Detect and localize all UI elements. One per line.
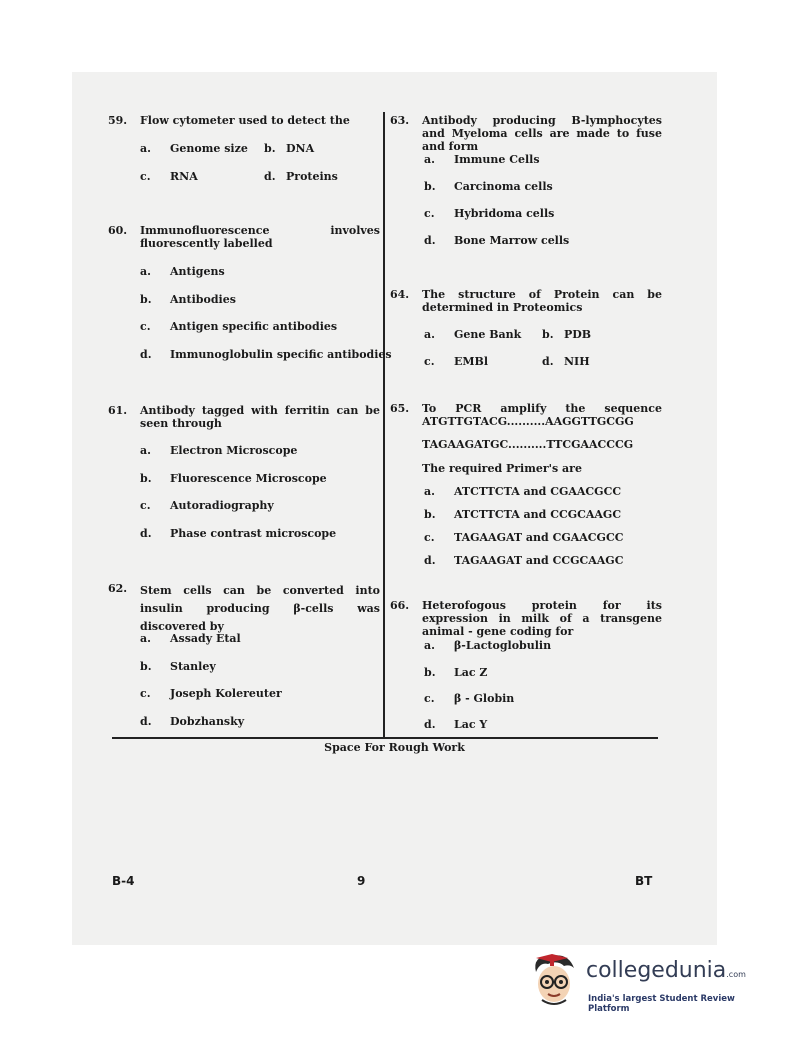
question-text: The structure of Protein can be determined in Proteomics <box>422 288 662 314</box>
question-number: 59. <box>108 114 128 127</box>
question-63 <box>390 114 662 254</box>
question-number: 64. <box>390 288 410 301</box>
option-d[interactable]: d. Proteins <box>264 170 338 183</box>
option-b[interactable]: b. Lac Z <box>424 666 488 679</box>
option-b[interactable]: b. Carcinoma cells <box>424 180 553 193</box>
option-c[interactable]: c. Joseph Kolereuter <box>140 687 282 700</box>
question-text: Immunofluorescence involves fluorescently labelled <box>140 224 380 250</box>
option-a[interactable]: a. Genome size <box>140 142 248 155</box>
option-d[interactable]: d. Immunoglobulin specific antibodies <box>140 348 392 361</box>
question-62 <box>108 582 380 732</box>
option-c[interactable]: c. β - Globin <box>424 692 515 705</box>
option-b[interactable]: b. Antibodies <box>140 293 236 306</box>
footer-right: BT <box>635 874 653 888</box>
student-mascot-icon <box>528 950 580 1010</box>
watermark-tagline: India's largest Student Review Platform <box>588 994 735 1014</box>
option-d[interactable]: d. NIH <box>542 355 590 368</box>
question-text: Stem cells can be converted into insulin producing β-cells was discovered by <box>140 584 380 633</box>
option-d[interactable]: d. Phase contrast microscope <box>140 527 337 540</box>
option-a[interactable]: a. ATCTTCTA and CGAACGCC <box>424 485 622 498</box>
question-text: Antibody tagged with ferritin can be seen through <box>140 404 380 430</box>
page-number: 9 <box>357 874 366 888</box>
watermark-brand: collegedunia.com <box>586 958 746 983</box>
question-65 <box>390 402 662 572</box>
option-b[interactable]: b. Stanley <box>140 660 216 673</box>
question-number: 63. <box>390 114 410 127</box>
option-c[interactable]: c. TAGAAGAT and CGAACGCC <box>424 531 624 544</box>
question-number: 66. <box>390 599 410 612</box>
question-61 <box>108 404 380 544</box>
option-d[interactable]: d. Bone Marrow cells <box>424 234 570 247</box>
primer-prompt: The required Primer's are <box>422 462 582 475</box>
option-a[interactable]: a. Gene Bank <box>424 328 522 341</box>
option-a[interactable]: a. Assady Etal <box>140 632 241 645</box>
sequence-strand-2: TAGAAGATGC..........TTCGAACCCG <box>422 438 634 451</box>
option-a[interactable]: a. β-Lactoglobulin <box>424 639 552 652</box>
question-number: 65. <box>390 402 410 415</box>
option-c[interactable]: c. Autoradiography <box>140 499 274 512</box>
option-c[interactable]: c. Antigen specific antibodies <box>140 320 338 333</box>
option-a[interactable]: a. Antigens <box>140 265 225 278</box>
option-d[interactable]: d. Lac Y <box>424 718 488 731</box>
rough-work-label: Space For Rough Work <box>324 741 465 754</box>
option-b[interactable]: b. PDB <box>542 328 592 341</box>
question-number: 60. <box>108 224 128 237</box>
question-number: 61. <box>108 404 128 417</box>
question-text: To PCR amplify the sequence ATGTTGTACG..........AAGGTTGCGG <box>422 402 662 428</box>
option-a[interactable]: a. Electron Microscope <box>140 444 298 457</box>
option-a[interactable]: a. Immune Cells <box>424 153 540 166</box>
option-b[interactable]: b. ATCTTCTA and CCGCAAGC <box>424 508 622 521</box>
option-d[interactable]: d. Dobzhansky <box>140 715 245 728</box>
question-66 <box>390 599 662 739</box>
option-c[interactable]: c. EMBl <box>424 355 489 368</box>
option-d[interactable]: d. TAGAAGAT and CCGCAAGC <box>424 554 624 567</box>
rough-work-rule <box>112 737 658 739</box>
column-divider <box>383 112 385 739</box>
question-64 <box>390 288 662 378</box>
option-c[interactable]: c. RNA <box>140 170 198 183</box>
option-b[interactable]: b. DNA <box>264 142 315 155</box>
footer-left: B-4 <box>112 874 135 888</box>
exam-page <box>72 72 717 945</box>
question-text: Heterofogous protein for its expression in milk of a transgene animal - gene coding for <box>422 599 662 638</box>
question-text: Flow cytometer used to detect the <box>140 114 350 127</box>
option-b[interactable]: b. Fluorescence Microscope <box>140 472 327 485</box>
question-number: 62. <box>108 582 128 595</box>
question-text: Antibody producing B-lymphocytes and Myeloma cells are made to fuse and form <box>422 114 662 153</box>
collegedunia-watermark <box>528 950 768 1020</box>
question-60 <box>108 224 392 364</box>
option-c[interactable]: c. Hybridoma cells <box>424 207 555 220</box>
question-59 <box>108 114 380 194</box>
